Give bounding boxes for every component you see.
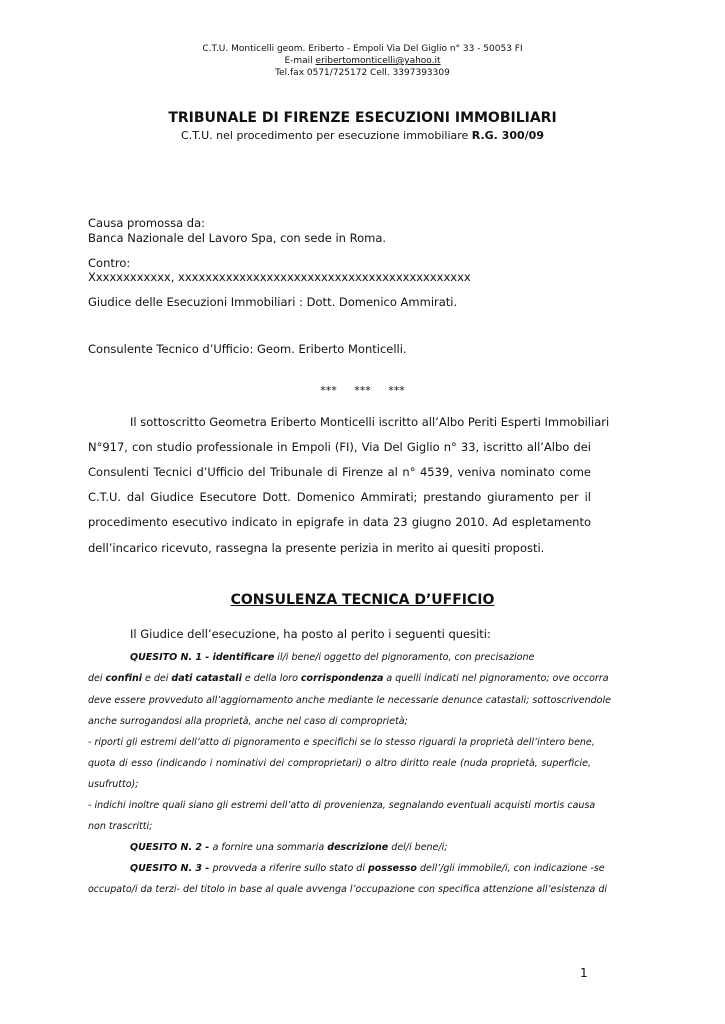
q1-text: e dei [141,673,172,684]
q1-text: a quelli indicati nel pignoramento; ove occorra [383,673,609,684]
intro-line: Consulenti Tecnici d’Ufficio del Tribunale di Firenze al n° 4539, veniva nominato come [88,465,591,479]
quesito-1-line-2 [88,673,609,684]
section-title: CONSULENZA TECNICA D’UFFICIO [230,592,495,608]
subtitle-prefix: C.T.U. nel procedimento per esecuzione immobiliare [181,129,472,142]
quesito-1-label: QUESITO N. 1 - [130,652,213,663]
header-email-line [0,55,725,67]
causa-value: Banca Nazionale del Lavoro Spa, con sede in Roma. [88,231,387,245]
intro-line: Il sottoscritto Geometra Eriberto Monticelli iscritto all’Albo Periti Esperti Immobiliari [130,415,610,429]
quesito-1-rest: il/i bene/i oggetto del pignoramento, con precisazione [274,652,535,663]
quesito-1-text-line: deve essere provveduto all’aggiornamento anche mediante le necessarie denunce catastali; sottoscrivendole [88,695,611,706]
q1-corrispondenza: corrispondenza [300,673,384,684]
giudice-line: Giudice delle Esecuzioni Immobiliari : Dott. Domenico Ammirati. [88,295,458,309]
q2-text: a fornire una sommaria [212,842,328,853]
quesito-1-line [130,652,591,663]
contro-value: Xxxxxxxxxxxx, xxxxxxxxxxxxxxxxxxxxxxxxxxxxxxxxxxxxxxxxxxx [88,270,471,284]
header-address: C.T.U. Monticelli geom. Eriberto - Empoli Via Del Giglio n° 33 - 50053 FI [202,44,523,54]
q3-text: dell’/gli immobile/i, con indicazione -se [416,863,605,874]
q1-text: e della loro [241,673,301,684]
intro-line: N°917, con studio professionale in Empoli (FI), Via Del Giglio n° 33, iscritto all’Albo dei [88,440,591,454]
causa-label: Causa promossa da: [88,216,206,230]
quesito-1-text-line: quota di esso (indicando i nominativi dei comproprietari) o altro diritto reale (nuda proprietà, superficie, [88,758,591,769]
intro-line: procedimento esecutivo indicato in epigrafe in data 23 giugno 2010. Ad espletamento [88,515,591,529]
quesito-3-line-2: occupato/i da terzi- del titolo in base al quale avvenga l’occupazione con specifica attenzione all’esistenza di [88,884,607,895]
page-number: 1 [580,966,588,980]
subtitle-rg: R.G. 300/09 [471,129,544,142]
document-subtitle [0,129,725,142]
q1-dati-catastali: dati catastali [171,673,242,684]
quesito-3-label: QUESITO N. 3 - [130,863,213,874]
header-email-label: E-mail [284,56,316,66]
document-title: TRIBUNALE DI FIRENZE ESECUZIONI IMMOBILIARI [168,110,557,126]
quesito-2-key: descrizione [327,842,389,853]
header-email-link[interactable]: eribertomonticelli@yahoo.it [315,56,441,66]
q2-text: del/i bene/i; [388,842,448,853]
quesito-1-text-line: anche surrogandosi alla proprietà, anche nel caso di comproprietà; [88,716,408,727]
separator-stars: *** *** *** [320,384,405,397]
q3-text: provveda a riferire sullo stato di [212,863,368,874]
consulente-line: Consulente Tecnico d’Ufficio: Geom. Eriberto Monticelli. [88,342,407,356]
q1-confini: confini [105,673,142,684]
q1-text: dei [88,673,106,684]
quesiti-intro: Il Giudice dell’esecuzione, ha posto al perito i seguenti quesiti: [130,627,491,641]
quesito-1-text-line: - indichi inoltre quali siano gli estremi dell’atto di provenienza, segnalando eventuali acquisti mortis causa [88,800,596,811]
quesito-3-line [130,863,605,874]
intro-line: dell’incarico ricevuto, rassegna la presente perizia in merito ai quesiti proposti. [88,541,545,555]
quesito-1-key: identificare [212,652,275,663]
quesito-1-text-line: non trascritti; [88,821,153,832]
contro-label: Contro: [88,256,131,270]
quesito-3-key: possesso [368,863,417,874]
header-phone: Tel.fax 0571/725172 Cell. 3397393309 [275,68,450,78]
quesito-1-text-line: - riporti gli estremi dell’atto di pignoramento e specifichi se lo stesso riguardi la proprietà dell’intero bene, [88,737,595,748]
quesito-2-label: QUESITO N. 2 - [130,842,213,853]
intro-line: C.T.U. dal Giudice Esecutore Dott. Domenico Ammirati; prestando giuramento per il [88,490,591,504]
quesito-2-line [130,842,591,853]
quesito-1-text-line: usufrutto); [88,779,139,790]
